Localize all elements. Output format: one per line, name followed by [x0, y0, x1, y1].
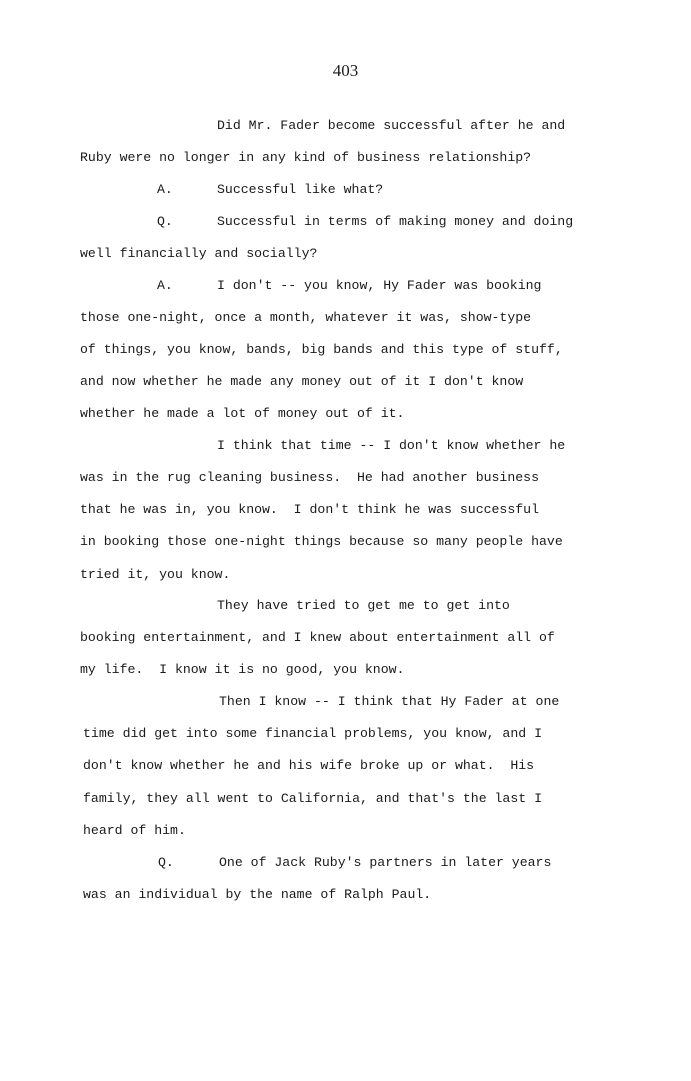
question-marker: Q. [158, 855, 174, 870]
text-line: those one-night, once a month, whatever it was, show-type [80, 310, 532, 325]
text-line: was in the rug cleaning business. He had another business [80, 470, 539, 485]
text-line: was an individual by the name of Ralph Paul. [83, 887, 432, 902]
text-line: One of Jack Ruby's partners in later years [219, 855, 552, 870]
page-number: 403 [332, 61, 359, 80]
text-line: I think that time -- I don't know whether he [217, 438, 566, 453]
text-line: I don't -- you know, Hy Fader was booking [217, 278, 542, 293]
text-line: Then I know -- I think that Hy Fader at one [219, 694, 560, 709]
text-line: my life. I know it is no good, you know. [80, 662, 405, 677]
text-line: don't know whether he and his wife broke up or what. His [83, 758, 535, 773]
text-line: tried it, you know. [80, 567, 231, 582]
text-line: Did Mr. Fader become successful after he and [217, 118, 566, 133]
text-line: heard of him. [83, 823, 186, 838]
text-line: and now whether he made any money out of it I don't know [80, 374, 524, 389]
question-marker: Q. [157, 214, 173, 229]
text-line: well financially and socially? [80, 246, 318, 261]
text-line: that he was in, you know. I don't think he was successful [80, 502, 539, 517]
text-line: in booking those one-night things because so many people have [80, 534, 563, 549]
text-line: booking entertainment, and I knew about entertainment all of [80, 630, 555, 645]
text-line: Successful like what? [217, 182, 384, 197]
text-line: of things, you know, bands, big bands and this type of stuff, [80, 342, 563, 357]
answer-marker: A. [157, 278, 173, 293]
text-line: family, they all went to California, and that's the last I [83, 791, 542, 806]
text-line: whether he made a lot of money out of it. [80, 406, 405, 421]
text-line: Ruby were no longer in any kind of business relationship? [80, 150, 532, 165]
text-line: They have tried to get me to get into [217, 598, 510, 613]
text-line: Successful in terms of making money and doing [217, 214, 574, 229]
answer-marker: A. [157, 182, 173, 197]
text-line: time did get into some financial problems, you know, and I [83, 726, 542, 741]
